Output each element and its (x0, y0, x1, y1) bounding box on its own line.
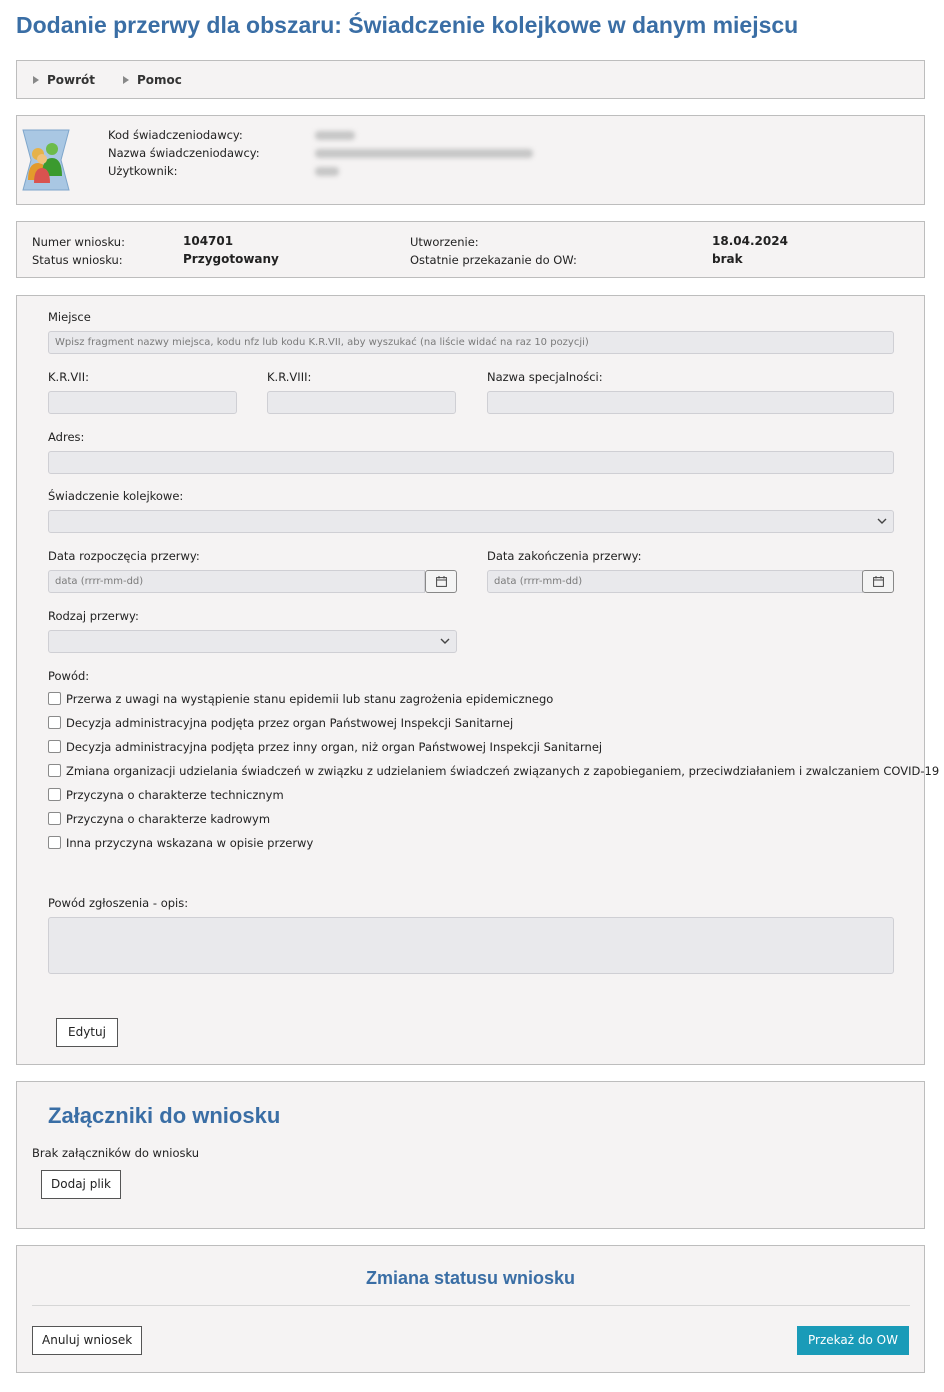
attachments-title: Załączniki do wniosku (48, 1103, 281, 1128)
request-status-value: Przygotowany (183, 252, 279, 266)
break-type-select[interactable] (48, 630, 457, 653)
help-link-label: Pomoc (137, 73, 182, 87)
back-link[interactable] (33, 73, 95, 87)
request-status-panel (16, 221, 925, 278)
break-type-label: Rodzaj przerwy: (48, 609, 139, 623)
specialty-input[interactable] (487, 391, 894, 414)
calendar-icon (873, 576, 884, 587)
start-date-input[interactable] (48, 570, 425, 593)
krvii-input[interactable] (48, 391, 237, 414)
users-icon (21, 128, 71, 192)
attachments-panel (16, 1081, 925, 1229)
reason-option-other-authority-decision[interactable] (48, 740, 602, 756)
submit-to-ow-button[interactable]: Przekaż do OW (797, 1326, 909, 1355)
break-form (16, 295, 940, 1065)
krvii-label: K.R.VII: (48, 370, 89, 384)
address-input[interactable] (48, 451, 894, 474)
address-label: Adres: (48, 430, 85, 444)
status-change-panel (16, 1245, 925, 1373)
help-link[interactable] (123, 73, 182, 87)
place-label: Miejsce (48, 310, 91, 324)
attachments-empty-text: Brak załączników do wniosku (32, 1146, 200, 1160)
back-link-label: Powrót (47, 73, 96, 87)
description-textarea[interactable] (48, 917, 894, 974)
created-value: 18.04.2024 (712, 234, 788, 248)
play-arrow-icon (123, 76, 129, 84)
reason-option-sanitary-decision[interactable] (48, 716, 513, 732)
checkbox[interactable] (48, 836, 61, 849)
last-transfer-label: Ostatnie przekazanie do OW: (410, 253, 577, 267)
reason-label: Powód: (48, 669, 90, 683)
provider-name-label: Nazwa świadczeniodawcy: (108, 146, 260, 160)
last-transfer-value: brak (712, 252, 743, 266)
place-search-input[interactable] (48, 331, 894, 354)
divider (32, 1305, 910, 1306)
start-date-calendar-button[interactable] (425, 570, 457, 593)
checkbox[interactable] (48, 692, 61, 705)
checkbox[interactable] (48, 812, 61, 825)
provider-panel (16, 115, 925, 205)
reason-option-label: Przyczyna o charakterze kadrowym (66, 812, 271, 826)
user-redacted (315, 167, 339, 176)
cancel-request-button[interactable]: Anuluj wniosek (32, 1326, 142, 1355)
calendar-icon (436, 576, 447, 587)
description-label: Powód zgłoszenia - opis: (48, 896, 189, 910)
krviii-label: K.R.VIII: (267, 370, 312, 384)
reason-option-label: Zmiana organizacji udzielania świadczeń w związku z udzielaniem świadczeń związanych z zapobieganiem, przeciwdziałaniem i zwalczaniem COVID-19 (66, 764, 940, 778)
service-select[interactable] (48, 510, 894, 533)
checkbox[interactable] (48, 764, 61, 777)
reason-option-label: Przerwa z uwagi na wystąpienie stanu epidemii lub stanu zagrożenia epidemicznego (66, 692, 554, 706)
checkbox[interactable] (48, 716, 61, 729)
reason-option-label: Przyczyna o charakterze technicznym (66, 788, 284, 802)
nav-bar (16, 60, 925, 99)
status-change-title: Zmiana statusu wniosku (365, 1268, 576, 1288)
service-label: Świadczenie kolejkowe: (48, 489, 184, 503)
request-number-label: Numer wniosku: (32, 235, 125, 249)
chevron-down-icon (877, 516, 887, 526)
edit-button[interactable]: Edytuj (56, 1018, 118, 1047)
reason-option-label: Decyzja administracyjna podjęta przez organ Państwowej Inspekcji Sanitarnej (66, 716, 514, 730)
reason-option-covid-reorganization[interactable] (48, 764, 939, 780)
end-date-label: Data zakończenia przerwy: (487, 549, 642, 563)
provider-code-redacted (315, 131, 355, 140)
checkbox[interactable] (48, 740, 61, 753)
add-file-button[interactable]: Dodaj plik (41, 1170, 121, 1199)
reason-option-staff[interactable] (48, 812, 270, 828)
play-arrow-icon (33, 76, 39, 84)
user-label: Użytkownik: (108, 164, 178, 178)
provider-code-label: Kod świadczeniodawcy: (108, 128, 243, 142)
end-date-calendar-button[interactable] (862, 570, 894, 593)
krviii-input[interactable] (267, 391, 456, 414)
reason-option-other[interactable] (48, 836, 313, 852)
specialty-label: Nazwa specjalności: (487, 370, 603, 384)
reason-option-technical[interactable] (48, 788, 284, 804)
end-date-input[interactable] (487, 570, 863, 593)
page-title: Dodanie przerwy dla obszaru: Świadczenie kolejkowe w danym miejscu (16, 12, 799, 38)
start-date-label: Data rozpoczęcia przerwy: (48, 549, 200, 563)
reason-option-label: Decyzja administracyjna podjęta przez inny organ, niż organ Państwowej Inspekcji Sanitarnej (66, 740, 603, 754)
checkbox[interactable] (48, 788, 61, 801)
chevron-down-icon (440, 636, 450, 646)
reason-option-label: Inna przyczyna wskazana w opisie przerwy (66, 836, 314, 850)
reason-option-epidemic[interactable] (48, 692, 553, 708)
request-status-label: Status wniosku: (32, 253, 123, 267)
provider-name-redacted (315, 149, 533, 158)
request-number-value: 104701 (183, 234, 234, 248)
created-label: Utworzenie: (410, 235, 479, 249)
